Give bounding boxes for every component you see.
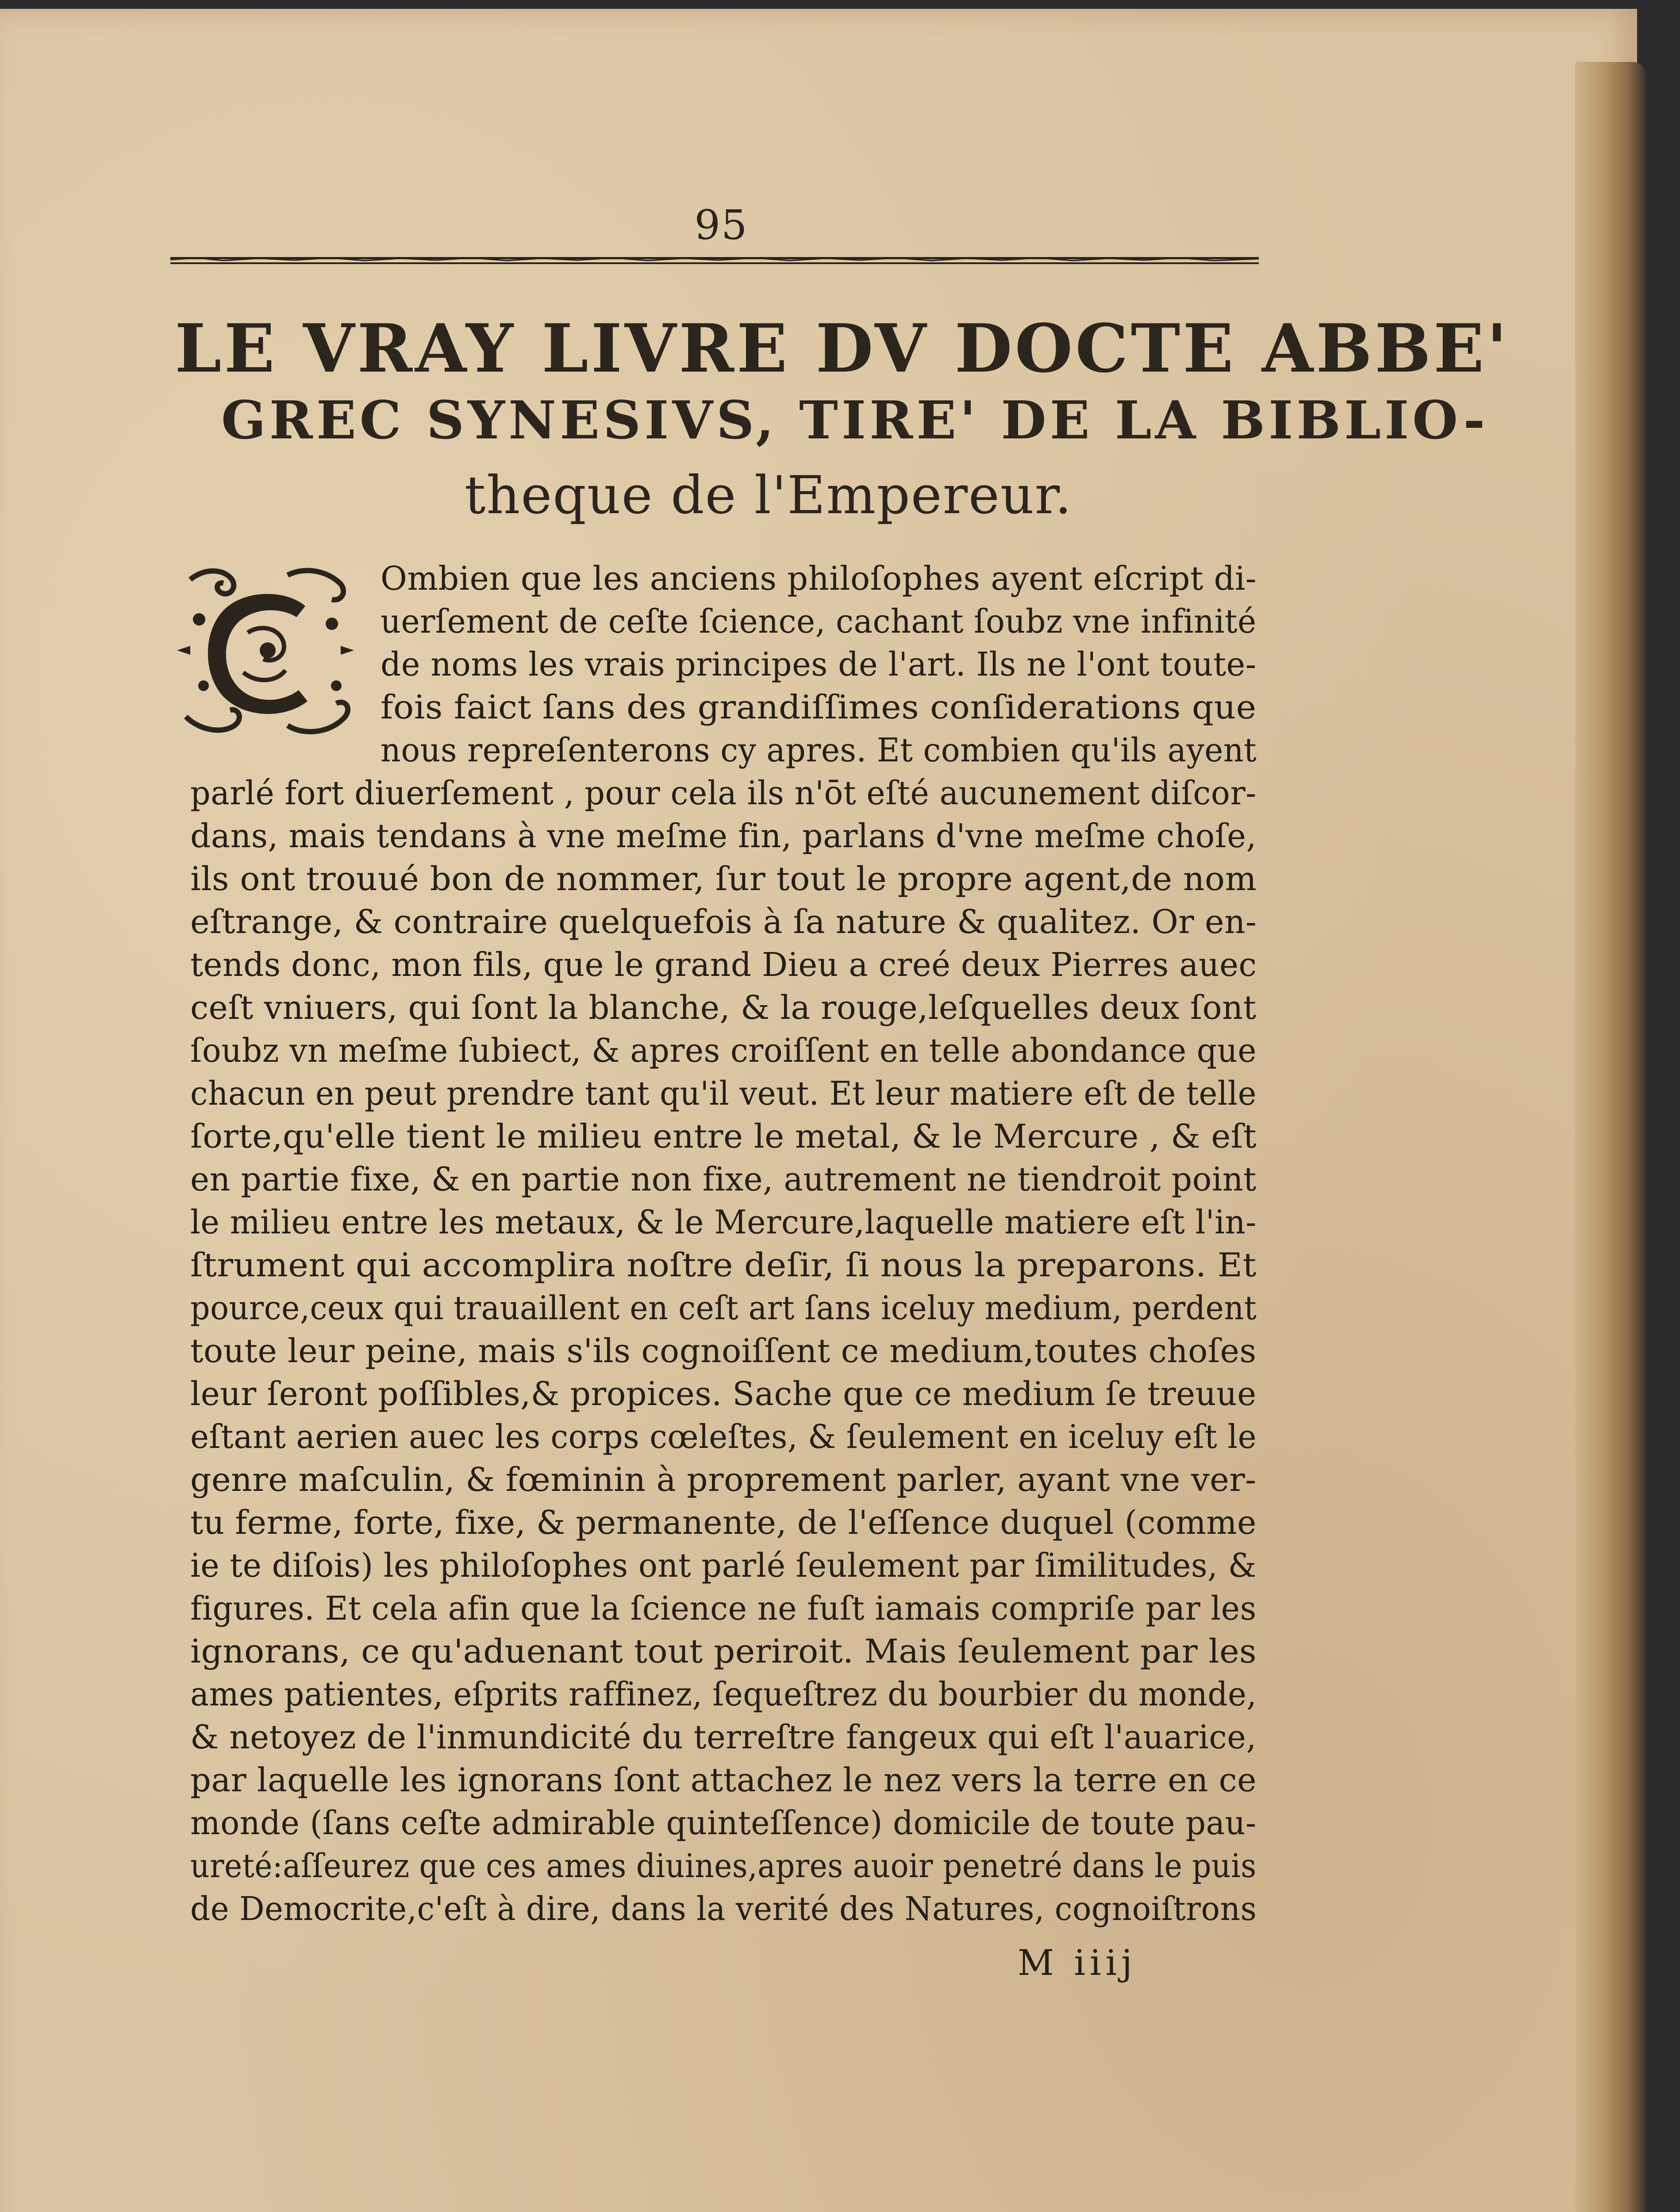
body-line: leur ſeront poſſibles,& propices. Sache que ce medium ſe treuue: [190, 1375, 1257, 1413]
title-line-1: LE VRAY LIVRE DV DOCTE ABBE': [175, 310, 1510, 388]
body-line: tends donc, mon fils, que le grand Dieu a creé deux Pierres auec: [190, 946, 1257, 984]
body-line: ie te diſois) les philoſophes ont parlé ſeulement par ſimilitudes, &: [190, 1547, 1257, 1585]
page-number: 95: [694, 201, 748, 249]
body-line: ſtrument qui accomplira noſtre deſir, ſi nous la preparons. Et: [190, 1246, 1257, 1284]
body-line: fois faict ſans des grandiſſimes conſiderations que: [381, 688, 1257, 726]
body-line: pource,ceux qui trauaillent en ceſt art ſans iceluy medium, perdent: [190, 1289, 1257, 1327]
body-line: uerſement de ceſte ſcience, cachant ſoubz vne infinité: [381, 603, 1257, 641]
title-line-3: theque de l'Empereur.: [465, 465, 1073, 526]
body-line: eſtrange, & contraire quelquefois à ſa nature & qualitez. Or en-: [190, 903, 1257, 941]
body-line: de noms les vrais principes de l'art. Ils ne l'ont toute-: [381, 645, 1257, 684]
body-line: parlé fort diuerſement , pour cela ils n'ōt eſté aucunement diſcor-: [190, 774, 1257, 812]
body-line: ames patientes, eſprits raffinez, ſequeſtrez du bourbier du monde,: [190, 1675, 1257, 1713]
body-line: nous repreſenterons cy apres. Et combien qu'ils ayent: [381, 731, 1257, 769]
body-line: tu ferme, forte, fixe, & permanente, de l'eſſence duquel (comme: [190, 1504, 1257, 1542]
body-line: ils ont trouué bon de nommer, ſur tout le propre agent,de nom: [190, 860, 1257, 898]
body-line: eſtant aerien auec les corps cœleſtes, & ſeulement en iceluy eſt le: [190, 1418, 1257, 1456]
body-line: ignorans, ce qu'aduenant tout periroit. Mais ſeulement par les: [190, 1632, 1257, 1671]
body-line: en partie fixe, & en partie non fixe, autrement ne tiendroit point: [190, 1160, 1257, 1198]
body-line: chacun en peut prendre tant qu'il veut. Et leur matiere eſt de telle: [190, 1075, 1257, 1113]
body-line: le milieu entre les metaux, & le Mercure,laquelle matiere eſt l'in-: [190, 1203, 1257, 1241]
body-line: dans, mais tendans à vne meſme fin, parlans d'vne meſme choſe,: [190, 817, 1257, 855]
body-line: ureté:aſſeurez que ces ames diuines,apres auoir penetré dans le puis: [190, 1847, 1257, 1885]
body-line: & netoyez de l'inmundicité du terreſtre fangeux qui eſt l'auarice,: [190, 1718, 1257, 1756]
body-line: ceſt vniuers, qui ſont la blanche, & la rouge,leſquelles deux ſont: [190, 989, 1257, 1027]
body-line: genre maſculin, & fœminin à proprement parler, ayant vne ver-: [190, 1461, 1257, 1499]
body-line: Ombien que les anciens philoſophes ayent eſcript di-: [381, 560, 1257, 598]
body-line: ſorte,qu'elle tient le milieu entre le metal, & le Mercure , & eſt: [190, 1118, 1257, 1156]
body-line: de Democrite,c'eſt à dire, dans la verité des Natures, cognoiſtrons: [190, 1890, 1257, 1928]
body-line: ſoubz vn meſme ſubiect, & apres croiſſent en telle abondance que: [190, 1032, 1257, 1070]
signature-mark: M iiij: [1018, 1942, 1137, 1983]
body-line: figures. Et cela afin que la ſcience ne fuſt iamais compriſe par les: [190, 1590, 1257, 1628]
body-line: par laquelle les ignorans ſont attachez le nez vers la terre en ce: [190, 1761, 1257, 1799]
body-line: monde (ſans ceſte admirable quinteſſence) domicile de toute pau-: [190, 1804, 1257, 1842]
body-line: toute leur peine, mais s'ils cognoiſſent ce medium,toutes choſes: [190, 1332, 1257, 1370]
title-line-2: GREC SYNESIVS, TIRE' DE LA BIBLIO-: [221, 389, 1489, 451]
